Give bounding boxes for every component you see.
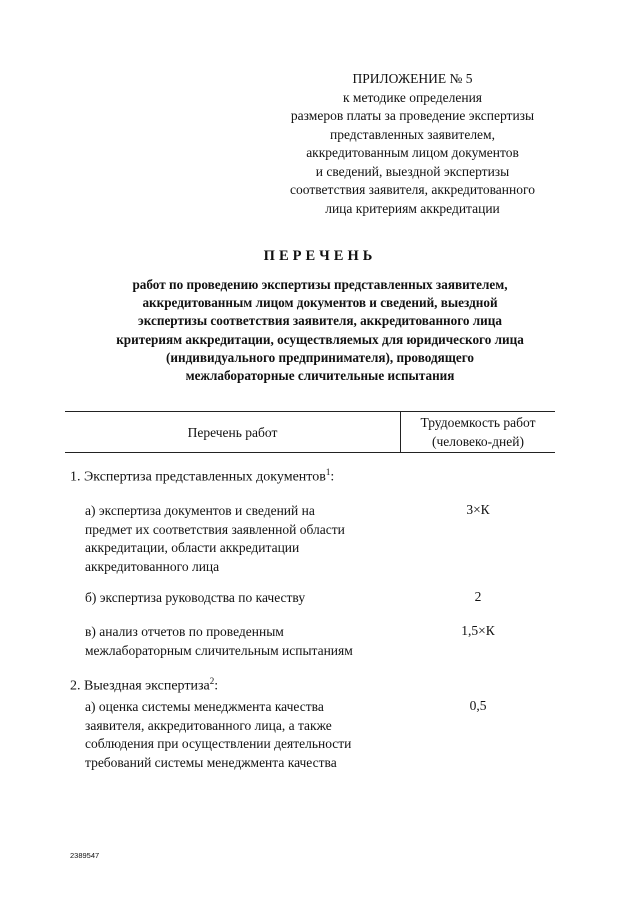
work-item <box>85 698 395 772</box>
column-header-works: Перечень работ <box>187 425 278 440</box>
column-header-labor-line: Трудоемкость работ <box>420 415 536 430</box>
labor-value: 2 <box>474 589 482 604</box>
appendix-line: представленных заявителем, <box>330 126 495 142</box>
subtitle-line: межлабораторные сличительные испытания <box>185 368 455 384</box>
subtitle-line: критериям аккредитации, осуществляемых для юридического лица <box>116 331 524 347</box>
appendix-line: аккредитованным лицом документов <box>306 145 519 160</box>
appendix-line: соответствия заявителя, аккредитованного <box>290 182 535 197</box>
appendix-line: и сведений, выездной экспертизы <box>315 163 510 179</box>
appendix-line: ПРИЛОЖЕНИЕ № 5 <box>352 71 473 86</box>
appendix-line: лица критериям аккредитации <box>325 200 500 216</box>
labor-value: 1,5×К <box>461 623 495 638</box>
subtitle-line: экспертизы соответствия заявителя, аккредитованного лица <box>138 313 502 329</box>
appendix-line: размеров платы за проведение экспертизы <box>290 108 535 123</box>
work-item <box>85 502 395 576</box>
labor-value: 3×К <box>466 502 490 517</box>
labor-value: 0,5 <box>469 698 487 713</box>
work-item-line: аккредитации, области аккредитации <box>85 540 300 555</box>
subtitle-line: (индивидуального предпринимателя), проводящего <box>166 349 474 365</box>
work-item-line: аккредитованного лица <box>85 558 220 574</box>
section-title-text: 1. Экспертиза представленных документов <box>70 469 326 485</box>
work-item-line: требований системы менеджмента качества <box>85 754 337 770</box>
work-item-line: межлабораторным сличительным испытаниям <box>85 642 353 658</box>
work-item-line: а) оценка системы менеджмента качества <box>85 699 324 714</box>
work-item <box>85 589 395 608</box>
table-top-rule <box>65 411 555 412</box>
subtitle-line: работ по проведению экспертизы представленных заявителем, <box>132 277 508 292</box>
work-item-line: соблюдения при осуществлении деятельности <box>85 736 352 751</box>
column-header-labor <box>402 413 554 451</box>
table-column-divider <box>400 411 401 452</box>
column-header-labor-unit: (человеко-дней) <box>432 434 524 449</box>
section-title-suffix: : <box>214 678 219 694</box>
work-item-line: заявителя, аккредитованного лица, а также <box>85 717 332 733</box>
document-title: ПЕРЕЧЕНЬ <box>263 248 377 264</box>
subtitle-line: аккредитованным лицом документов и сведений, выездной <box>142 295 498 311</box>
document-number: 2389547 <box>70 851 100 860</box>
section-title-text: 2. Выездная экспертиза <box>70 678 210 694</box>
work-item <box>85 623 395 660</box>
section-title-suffix: : <box>330 469 335 485</box>
appendix-header <box>270 70 555 218</box>
footnote-marker: 1 <box>325 467 331 477</box>
document-subtitle <box>60 276 580 385</box>
table-header-bottom-rule <box>65 452 555 453</box>
section-title <box>70 467 334 486</box>
appendix-line: к методике определения <box>342 89 483 105</box>
footnote-marker: 2 <box>209 676 215 686</box>
section-title <box>70 676 218 695</box>
work-item-line: б) экспертиза руководства по качеству <box>85 590 306 605</box>
work-item-line: предмет их соответствия заявленной области <box>85 521 345 537</box>
work-item-line: а) экспертиза документов и сведений на <box>85 503 315 518</box>
work-item-line: в) анализ отчетов по проведенным <box>85 624 284 639</box>
